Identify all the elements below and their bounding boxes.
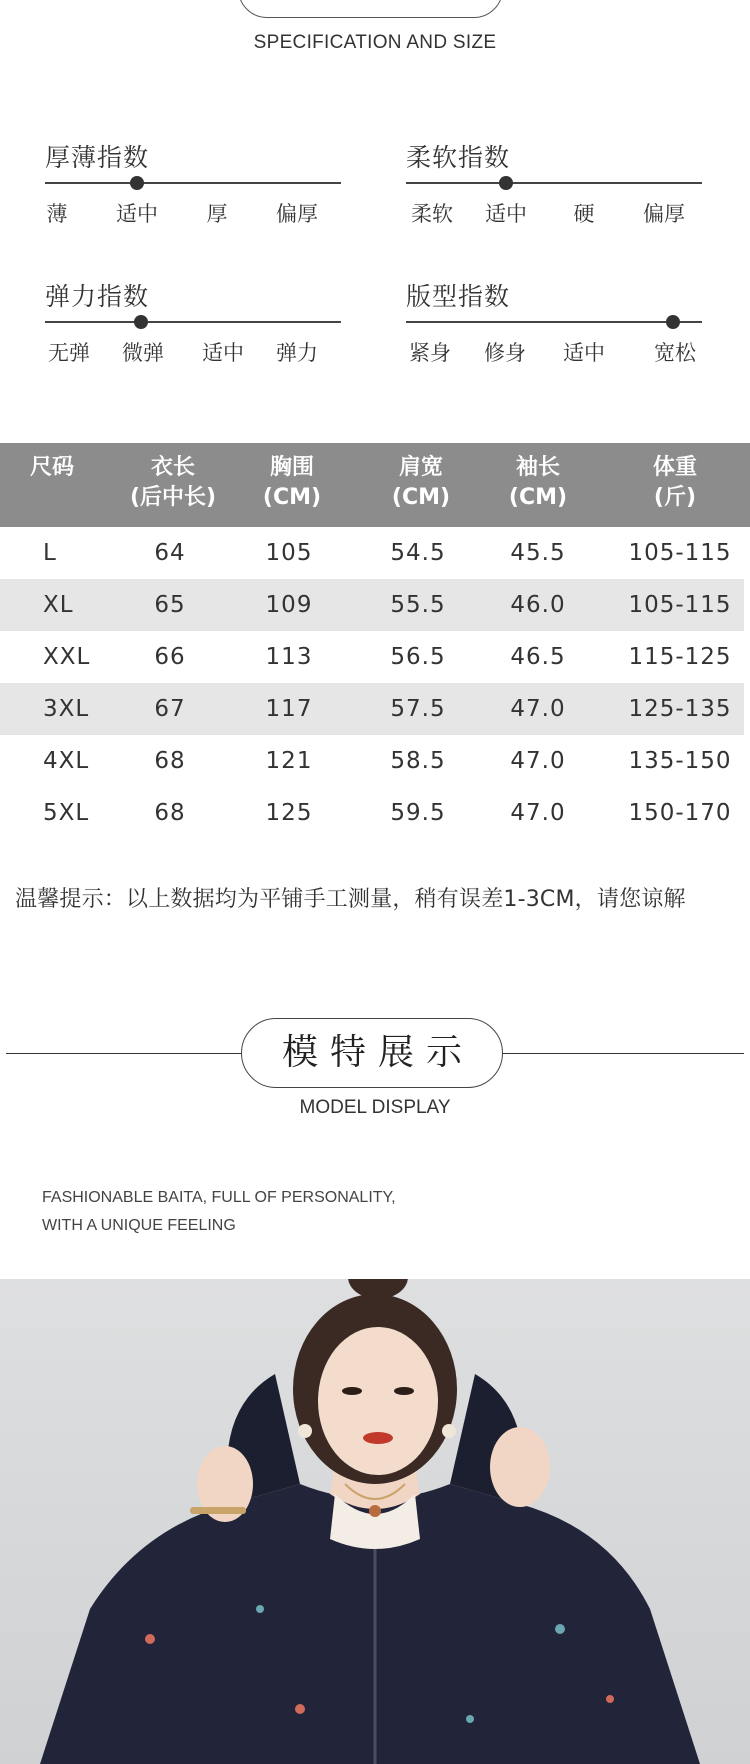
table-cell: 3XL xyxy=(43,696,90,722)
softness-index xyxy=(406,138,702,226)
model-illustration xyxy=(0,1279,750,1764)
table-cell: 150-170 xyxy=(628,800,732,826)
table-row xyxy=(0,787,750,839)
table-cell: 115-125 xyxy=(628,644,732,670)
table-cell: 46.5 xyxy=(510,644,566,670)
table-cell: L xyxy=(43,540,57,566)
spec-title-pill xyxy=(238,0,503,18)
model-display-subtitle: MODEL DISPLAY xyxy=(299,1097,451,1118)
table-cell: 47.0 xyxy=(510,748,566,774)
index-label: 厚 xyxy=(206,202,228,226)
table-cell: 4XL xyxy=(43,748,90,774)
table-cell: 121 xyxy=(265,748,313,774)
index-label: 柔软 xyxy=(411,202,453,226)
table-cell: 5XL xyxy=(43,800,90,826)
table-cell: 47.0 xyxy=(510,696,566,722)
index-title: 柔软指数 xyxy=(406,143,511,172)
table-cell: 46.0 xyxy=(510,592,566,618)
table-cell: 68 xyxy=(154,800,186,826)
table-cell: 67 xyxy=(154,696,186,722)
table-row xyxy=(0,735,750,787)
index-label: 紧身 xyxy=(409,341,451,365)
index-title: 版型指数 xyxy=(406,282,511,311)
table-cell: 57.5 xyxy=(390,696,446,722)
index-label: 修身 xyxy=(484,341,526,365)
index-label: 适中 xyxy=(563,341,605,365)
tagline-line: WITH A UNIQUE FEELING xyxy=(42,1217,236,1234)
model-photo xyxy=(0,1279,750,1764)
index-label: 薄 xyxy=(46,202,68,226)
table-cell: 68 xyxy=(154,748,186,774)
index-label: 微弹 xyxy=(122,341,164,365)
table-cell: 55.5 xyxy=(390,592,446,618)
elasticity-index xyxy=(45,277,341,365)
table-cell: 66 xyxy=(154,644,186,670)
index-label: 偏厚 xyxy=(276,202,318,226)
tagline xyxy=(42,1184,396,1240)
index-label: 适中 xyxy=(202,341,244,365)
index-label: 宽松 xyxy=(654,341,696,365)
thickness-index xyxy=(45,138,341,226)
table-cell: 56.5 xyxy=(390,644,446,670)
index-label: 偏厚 xyxy=(643,202,685,226)
index-marker xyxy=(134,315,148,329)
index-scale-line xyxy=(45,321,341,323)
index-scale-line xyxy=(45,182,341,184)
index-marker xyxy=(499,176,513,190)
index-marker xyxy=(666,315,680,329)
column-header-size: 尺码 xyxy=(29,455,75,480)
column-header-chest: 胸围 (CM) xyxy=(262,455,322,510)
model-display-title: 模特展示 xyxy=(241,1018,503,1088)
column-header-length: 衣长 (后中长) xyxy=(129,455,217,510)
fit-index xyxy=(406,277,702,365)
index-label: 适中 xyxy=(116,202,158,226)
table-cell: 117 xyxy=(265,696,313,722)
size-table xyxy=(0,443,750,839)
table-cell: 125 xyxy=(265,800,313,826)
table-cell: 45.5 xyxy=(510,540,566,566)
measurement-tip: 温馨提示：以上数据均为平铺手工测量，稍有误差1-3CM，请您谅解 xyxy=(15,887,686,912)
index-label: 无弹 xyxy=(48,341,90,365)
index-marker xyxy=(130,176,144,190)
tagline-line: FASHIONABLE BAITA, FULL OF PERSONALITY, xyxy=(42,1189,396,1206)
table-cell: 47.0 xyxy=(510,800,566,826)
size-table-header xyxy=(0,443,750,527)
table-cell: 59.5 xyxy=(390,800,446,826)
table-cell: 65 xyxy=(154,592,186,618)
table-row xyxy=(0,579,744,631)
table-cell: XXL xyxy=(43,644,91,670)
table-cell: 105 xyxy=(265,540,313,566)
divider-line-left xyxy=(6,1053,242,1054)
index-title: 弹力指数 xyxy=(45,282,150,311)
table-cell: 113 xyxy=(265,644,313,670)
table-cell: 64 xyxy=(154,540,186,566)
table-row xyxy=(0,683,744,735)
index-scale-line xyxy=(406,182,702,184)
table-row xyxy=(0,631,750,683)
table-cell: 109 xyxy=(265,592,313,618)
index-title: 厚薄指数 xyxy=(45,143,150,172)
column-header-shoulder: 肩宽 (CM) xyxy=(391,455,451,510)
table-cell: 135-150 xyxy=(628,748,732,774)
table-cell: 58.5 xyxy=(390,748,446,774)
table-cell: XL xyxy=(43,592,74,618)
table-row xyxy=(0,527,750,579)
table-cell: 125-135 xyxy=(628,696,732,722)
table-cell: 105-115 xyxy=(628,540,732,566)
spec-subtitle: SPECIFICATION AND SIZE xyxy=(253,32,497,53)
column-header-sleeve: 袖长 (CM) xyxy=(508,455,568,510)
index-label: 适中 xyxy=(485,202,527,226)
table-cell: 105-115 xyxy=(628,592,732,618)
index-label: 硬 xyxy=(573,202,595,226)
index-scale-line xyxy=(406,321,702,323)
column-header-weight: 体重 (斤) xyxy=(652,455,698,510)
table-cell: 54.5 xyxy=(390,540,446,566)
divider-line-right xyxy=(502,1053,744,1054)
index-label: 弹力 xyxy=(276,341,318,365)
